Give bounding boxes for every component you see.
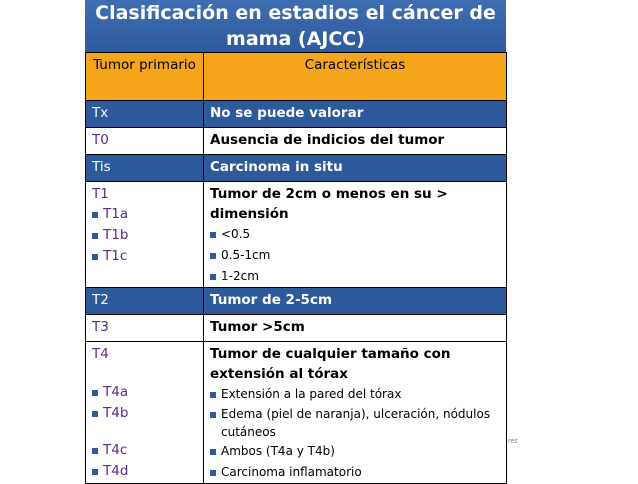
sub-code-t1b: T1b — [92, 225, 197, 246]
row-t4-codes — [86, 342, 204, 484]
row-t1-codes — [86, 182, 204, 288]
slide-title: Clasificación en estadios el cáncer de mama (AJCC) — [85, 0, 506, 52]
watermark-text: rez — [508, 438, 518, 445]
row-text-tis: Carcinoma in situ — [204, 155, 507, 182]
sub-code-t4a: T4a — [92, 382, 197, 403]
row-code-t3: T3 — [86, 315, 204, 342]
row-code-tis: Tis — [86, 155, 204, 182]
row-t1-texts — [204, 182, 507, 288]
table-row — [86, 342, 507, 484]
staging-table — [85, 52, 507, 484]
sub-code-t1a: T1a — [92, 204, 197, 225]
sub-text-t4a: Extensión a la pared del tórax — [210, 384, 500, 405]
row-code-t4: T4 — [92, 346, 109, 362]
bullet-icon — [210, 470, 216, 476]
row-text-t0: Ausencia de indicios del tumor — [204, 128, 507, 155]
sub-text-t1b: 0.5-1cm — [210, 245, 500, 266]
row-code-tx: Tx — [86, 101, 204, 128]
row-code-t0: T0 — [86, 128, 204, 155]
table-row — [86, 155, 507, 182]
header-tumor-primario: Tumor primario — [86, 53, 204, 101]
sub-text-t1a: <0.5 — [210, 224, 500, 245]
sub-code-t4b: T4b — [92, 403, 197, 424]
sub-text-t4b: Edema (piel de naranja), ulceración, nódulos cutáneos — [210, 405, 500, 441]
header-caracteristicas: Características — [204, 53, 507, 101]
table-row — [86, 101, 507, 128]
row-text-tx: No se puede valorar — [204, 101, 507, 128]
bullet-icon — [92, 411, 98, 417]
sub-text-t4d: Carcinoma inflamatorio — [210, 462, 500, 483]
row-code-t1: T1 — [92, 186, 109, 202]
row-text-t4: Tumor de cualquier tamaño con extensión al tórax — [210, 346, 451, 382]
bullet-icon — [210, 392, 216, 398]
row-text-t2: Tumor de 2-5cm — [204, 288, 507, 315]
table-row — [86, 128, 507, 155]
bullet-icon — [92, 390, 98, 396]
bullet-icon — [92, 448, 98, 454]
bullet-icon — [92, 212, 98, 218]
bullet-icon — [210, 253, 216, 259]
bullet-icon — [210, 274, 216, 280]
row-code-t2: T2 — [86, 288, 204, 315]
bullet-icon — [210, 449, 216, 455]
sub-code-t1c: T1c — [92, 246, 197, 267]
table-row — [86, 288, 507, 315]
bullet-icon — [92, 233, 98, 239]
bullet-icon — [92, 254, 98, 260]
table-row — [86, 182, 507, 288]
bullet-icon — [210, 412, 216, 418]
bullet-icon — [210, 232, 216, 238]
bullet-icon — [92, 469, 98, 475]
row-text-t3: Tumor >5cm — [204, 315, 507, 342]
table-header-row — [86, 53, 507, 101]
sub-code-t4d: T4d — [92, 461, 197, 482]
sub-text-t4c: Ambos (T4a y T4b) — [210, 441, 500, 462]
sub-text-t1c: 1-2cm — [210, 266, 500, 287]
sub-code-t4c: T4c — [92, 440, 197, 461]
row-t4-texts — [204, 342, 507, 484]
row-text-t1: Tumor de 2cm o menos en su > dimensión — [210, 186, 448, 222]
table-row — [86, 315, 507, 342]
